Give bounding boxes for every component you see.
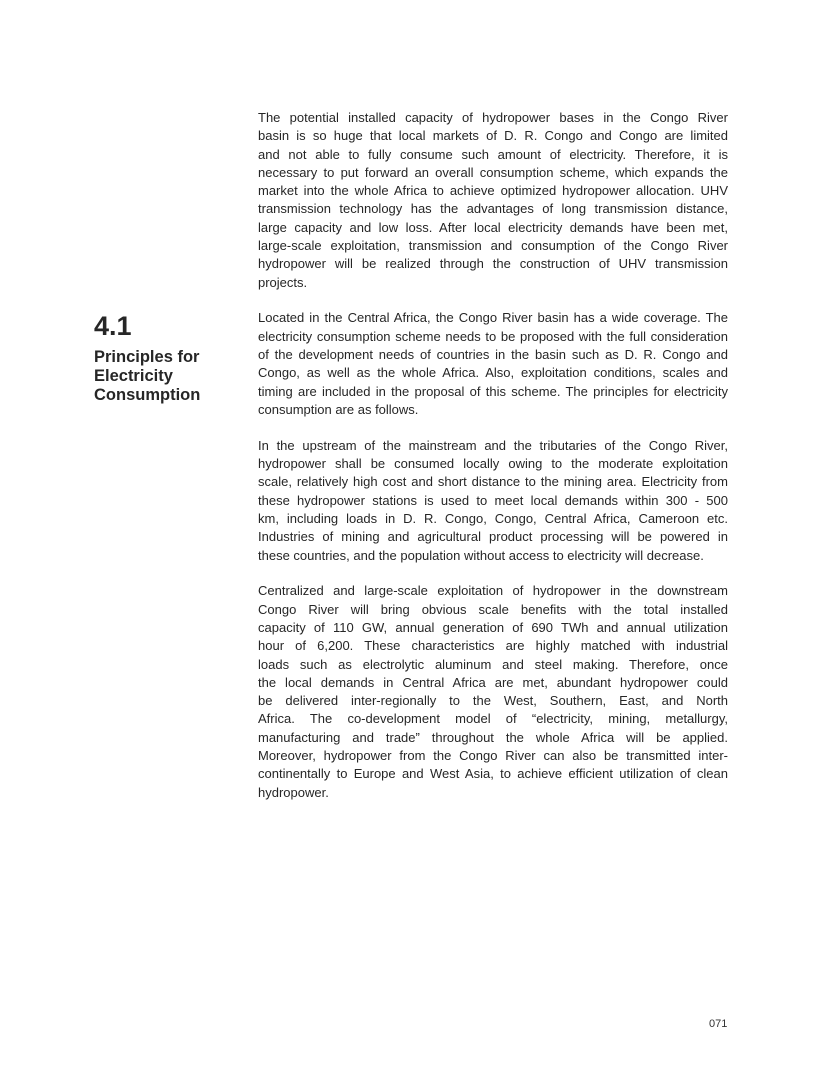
text-line: km, including loads in D. R. Congo, Congo, Central Africa, Cameroon etc. [258,510,728,526]
text-line: the local demands in Central Africa are met, abundant hydropower could [258,674,728,690]
section-heading [94,310,200,405]
text-line: manufacturing and trade” throughout the whole Africa will be applied. [258,729,728,745]
page-number: 071 [709,1018,728,1030]
text-line: projects. [258,274,308,290]
text-line: large capacity and low loss. After local electricity demands have been met, [258,219,728,235]
text-line: loads such as electrolytic aluminum and steel making. Therefore, once [258,656,728,672]
text-line: basin is so huge that local markets of D. R. Congo and Congo are limited [258,128,728,144]
text-line: Industries of mining and agricultural product processing will be powered in [258,529,728,545]
section-title-line: Consumption [94,386,201,404]
text-line: Congo, as well as the whole Africa. Also, exploitation conditions, scales and [258,365,728,381]
section-title-line: Electricity [94,367,173,385]
section-title [94,348,200,405]
text-line: capacity of 110 GW, annual generation of 690 TWh and annual utilization [258,619,728,635]
text-line: large-scale exploitation, transmission and consumption of the Congo River [258,238,728,254]
text-line: of the development needs of countries in the basin such as D. R. Congo and [258,347,728,363]
text-line: timing are included in the proposal of this scheme. The principles for electricity [258,383,728,399]
text-line: electricity consumption scheme needs to be proposed with the full consideration [258,328,728,344]
paragraph [258,582,728,802]
text-line: these countries, and the population without access to electricity will decrease. [258,547,704,563]
section-number: 4.1 [94,311,132,341]
text-line: Centralized and large-scale exploitation of hydropower in the downstream [258,583,728,599]
text-line: continentally to Europe and West Asia, to achieve efficient utilization of clean [258,766,728,782]
text-line: be delivered inter-regionally to the West, Southern, East, and North [258,693,728,709]
text-line: Congo River will bring obvious scale benefits with the total installed [258,601,728,617]
text-line: hydropower shall be consumed locally owing to the moderate exploitation [258,456,728,472]
text-line: these hydropower stations is used to meet local demands within 300 - 500 [258,492,728,508]
text-line: hydropower will be realized through the construction of UHV transmission [258,256,728,272]
text-line: market into the whole Africa to achieve optimized hydropower allocation. UHV [258,183,728,199]
text-line: and not able to fully consume such amount of electricity. Therefore, it is [258,146,728,162]
body-text [258,109,728,819]
paragraph [258,309,728,419]
text-line: necessary to put forward an overall consumption scheme, which expands the [258,164,728,180]
text-line: hour of 6,200. These characteristics are highly matched with industrial [258,638,728,654]
text-line: consumption are as follows. [258,401,419,417]
section-title-line: Principles for [94,348,200,366]
text-line: Located in the Central Africa, the Congo River basin has a wide coverage. The [258,310,728,326]
text-line: The potential installed capacity of hydropower bases in the Congo River [258,110,728,125]
text-line: Moreover, hydropower from the Congo River can also be transmitted inter- [258,748,728,763]
text-line: transmission technology has the advantages of long transmission distance, [258,201,728,217]
paragraph [258,437,728,565]
text-line: In the upstream of the mainstream and the tributaries of the Congo River, [258,437,728,453]
text-line: hydropower. [258,784,329,800]
paragraph [258,109,728,292]
text-line: Africa. The co-development model of “electricity, mining, metallurgy, [258,711,728,727]
text-line: scale, relatively high cost and short distance to the mining area. Electricity from [258,474,728,490]
